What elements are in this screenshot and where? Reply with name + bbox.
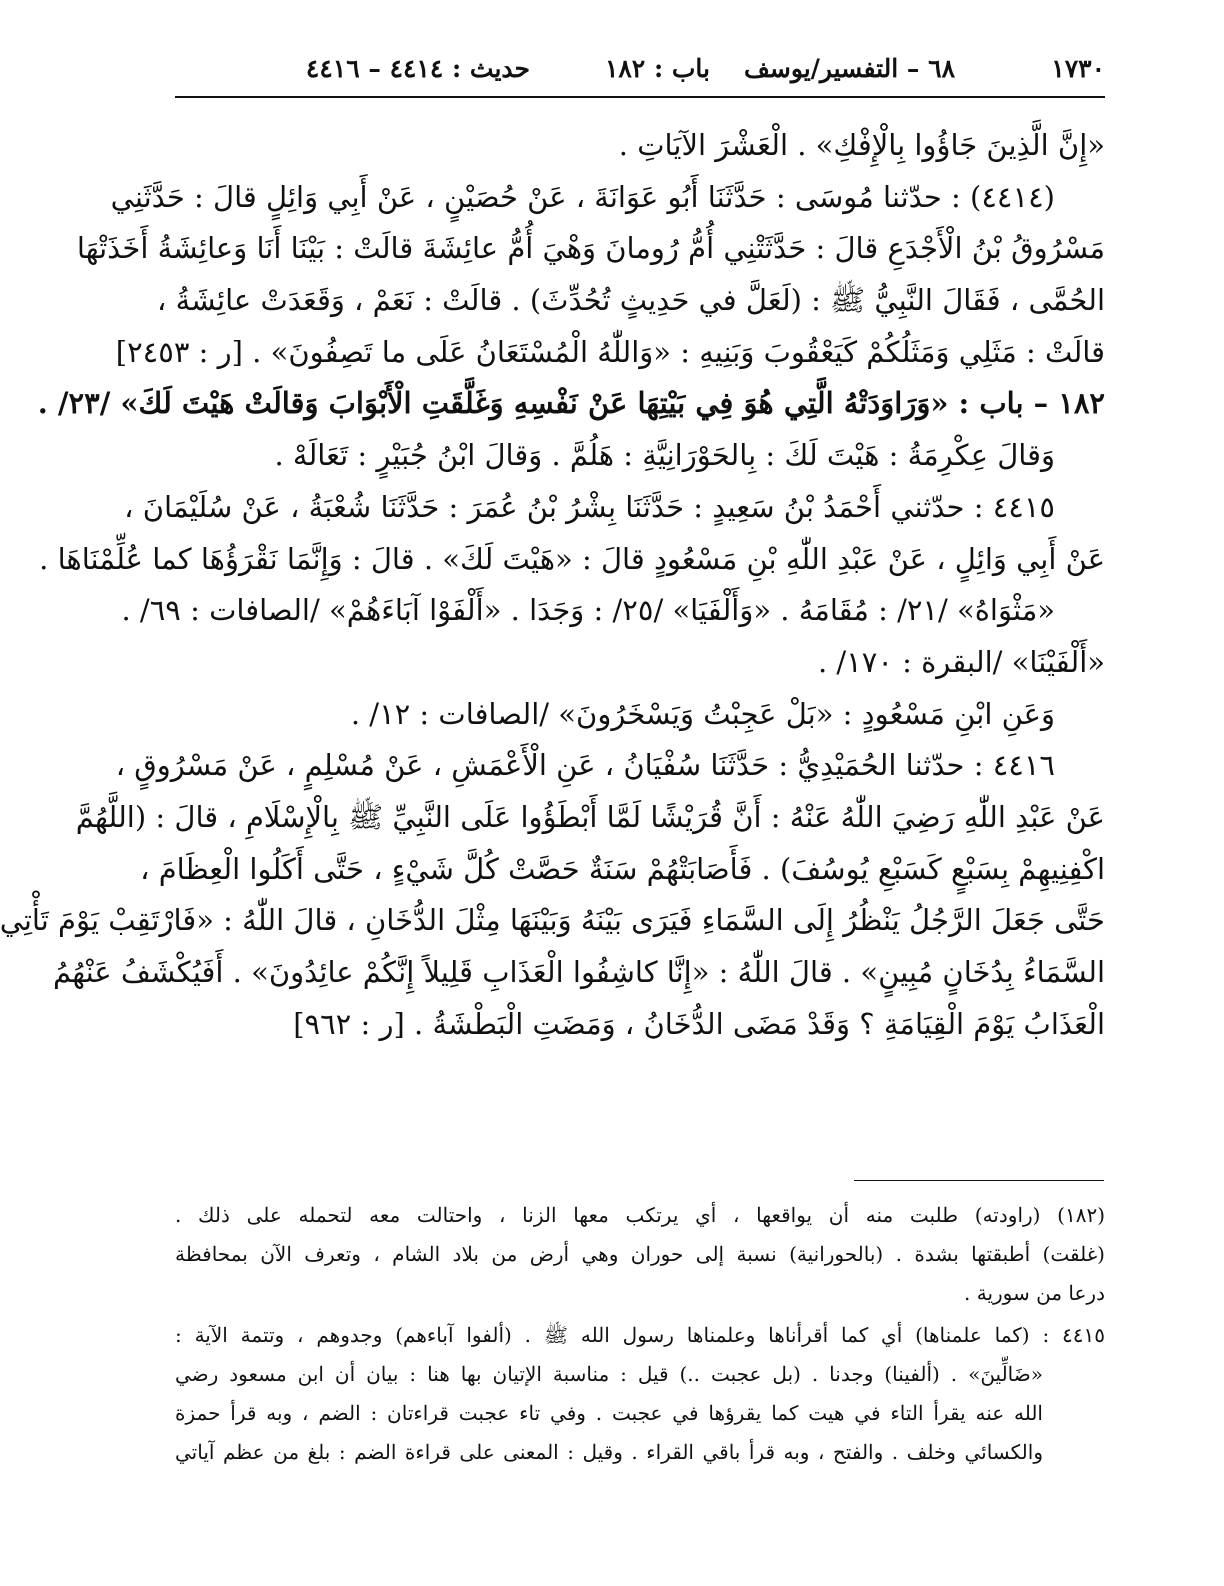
text-line: قالَتْ : مَثَلِي وَمَثَلُكُمْ كَيَعْقُوبَ وَبَنِيهِ : «وَاللّٰهُ الْمُسْتَعَانُ عَلَى ما تَصِفُونَ» . [ر : ٢٤٥٣] [115, 334, 1105, 369]
hadith-4416-line: ٤٤١٦ : حدّثنا الحُمَيْدِيُّ : حَدَّثَنَا سُفْيَانُ ، عَنِ الْأَعْمَشِ ، عَنْ مُسْلِمٍ ، عَنْ مَسْرُوقٍ ، [115, 748, 1055, 783]
page-number: ١٧٣٠ [1051, 54, 1105, 83]
text-line: «مَثْوَاهُ» /٢١/ : مُقَامَهُ . «وَأَلْفَيَا» /٢٥/ : وَجَدَا . «أَلْفَوْا آبَاءَهُمْ» /الصافات : ٦٩/ . [121, 593, 1055, 628]
text-line: حَتَّى جَعَلَ الرَّجُلُ يَنْظُرُ إِلَى السَّمَاءِ فَيَرَى بَيْنَهُ وَبَيْنَهَا مِثْلَ الدُّخَانِ ، قالَ اللّٰهُ : «فَارْتَقِبْ يَوْمَ تَأْتِي [0, 903, 1105, 938]
text-line: وَقالَ عِكْرِمَةُ : هَيْتَ لَكَ : بِالحَوْرَانِيَّةِ : هَلُمَّ . وَقالَ ابْنُ جُبَيْرٍ : تَعَالَهْ . [274, 438, 1055, 473]
footnote-line: والكسائي وخلف . والفتح ، وبه قرأ باقي القراء . وقيل : المعنى على قراءة الضم : بلغ من عظم آياتي [175, 1440, 1043, 1464]
hadith-range: حديث : ٤٤١٤ – ٤٤١٦ [305, 54, 530, 83]
footnotes [175, 1196, 1105, 1475]
text-line: عَنْ أَبِي وَائِلٍ ، عَنْ عَبْدِ اللّٰهِ بْنِ مَسْعُودٍ قالَ : «هَيْتَ لَكَ» . قالَ : وَإِنَّمَا نَقْرَؤُهَا كما عُلِّمْنَاهَا . [39, 541, 1105, 576]
chapter-title: ٦٨ – التفسير/يوسف [744, 54, 955, 83]
text-line: اكْفِنِيهِمْ بِسَبْعٍ كَسَبْعِ يُوسُفَ) . فَأَصَابَتْهُمْ سَنَةٌ حَصَّتْ كُلَّ شَيْءٍ ، حَتَّى أَكَلُوا الْعِظَامَ ، [140, 851, 1105, 886]
text-line: السَّمَاءُ بِدُخَانٍ مُبِينٍ» . قالَ اللّٰهُ : «إِنَّا كاشِفُوا الْعَذَابِ قَلِيلاً إِنَّكُمْ عائِدُونَ» . أَفَيُكْشَفُ عَنْهُمُ [52, 955, 1105, 989]
text-line: «أَلْفَيْنَا» /البقرة : ١٧٠/ . [817, 644, 1105, 679]
hadith-4414-line: (٤٤١٤) : حدّثنا مُوسَى : حَدَّثَنَا أَبُو عَوَانَةَ ، عَنْ حُصَيْنٍ ، عَنْ أَبِي وَائِلٍ قالَ : حَدَّثَنِي [110, 179, 1055, 214]
main-text [0, 120, 1105, 1050]
text-line: «إِنَّ الَّذِينَ جَاؤُوا بِالْإِفْكِ» . الْعَشْرَ الآيَاتِ . [618, 128, 1105, 162]
footnote-line: (١٨٢) (راودته) طلبت منه أن يواقعها ، أي يرتكب معها الزنا ، واحتالت معه لتحمله على ذلك . [175, 1203, 1105, 1227]
footnote-182 [175, 1196, 1105, 1313]
footnote-4415 [175, 1316, 1105, 1472]
text-line: مَسْرُوقُ بْنُ الْأَجْدَعِ قالَ : حَدَّثَتْنِي أُمُّ رُومانَ وَهْيَ أُمُّ عائِشَةَ قالَتْ : بَيْنَا أَنَا وَعائِشَةُ أَخَذَتْهَا [76, 231, 1105, 266]
text-line: الحُمَّى ، فَقَالَ النَّبِيُّ ﷺ : (لَعَلَّ في حَدِيثٍ تُحُدِّثَ) . قالَتْ : نَعَمْ ، وَقَعَدَتْ عائِشَةُ ، [157, 283, 1105, 318]
footnote-line: (غلقت) أطبقتها بشدة . (بالحورانية) نسبة إلى حوران وهي أرض من بلاد الشام ، وتعرف الآن بمحافظة [175, 1242, 1105, 1266]
text-line: وَعَنِ ابْنِ مَسْعُودٍ : «بَلْ عَجِبْتُ وَيَسْخَرُونَ» /الصافات : ١٢/ . [350, 696, 1055, 731]
hadith-4415-line: ٤٤١٥ : حدّثني أَحْمَدُ بْنُ سَعِيدٍ : حَدَّثَنَا بِشْرُ بْنُ عُمَرَ : حَدَّثَنَا شُعْبَةُ ، عَنْ سُلَيْمَانَ ، [124, 489, 1055, 524]
bab-number: باب : ١٨٢ [604, 54, 710, 83]
text-line: الْعَذَابُ يَوْمَ الْقِيَامَةِ ؟ وَقَدْ مَضَى الدُّخَانُ ، وَمَضَتِ الْبَطْشَةُ . [ر : ٩٦٢] [293, 1006, 1105, 1041]
footnote-line: الله عنه يقرأ التاء في هيت كما يقرؤها في عجبت . وفي تاء عجبت قراءتان : الضم ، وبه قرأ حمزة [175, 1401, 1043, 1425]
footnote-line: ٤٤١٥ : (كما علمناها) أي كما أقرأناها وعلمناها رسول الله ﷺ . (ألفوا آباءهم) وجدوهم ، وتتمة الآية : [175, 1323, 1105, 1347]
running-header [175, 48, 1105, 92]
chapter-heading-bab-182: ١٨٢ – باب : «وَرَاوَدَتْهُ الَّتِي هُوَ فِي بَيْتِهَا عَنْ نَفْسِهِ وَغَلَّقَتِ الْأَبْوَابَ وَقالَتْ هَيْتَ لَكَ» /٢٣/ . [37, 386, 1105, 421]
text-line: عَنْ عَبْدِ اللّٰهِ رَضِيَ اللّٰهُ عَنْهُ : أَنَّ قُرَيْشًا لَمَّا أَبْطَؤُوا عَلَى النَّبِيِّ ﷺ بِالْإِسْلَامِ ، قالَ : (اللَّهُمَّ [75, 799, 1105, 834]
footnote-divider [854, 1180, 1104, 1181]
footnote-line: درعا من سورية . [964, 1281, 1105, 1305]
header-divider [175, 96, 1105, 98]
footnote-line: «ضَالِّينَ» . (ألفينا) وجدنا . (بل عجبت ..) قيل : مناسبة الإتيان بها هنا : بيان أن ابن مسعود رضي [175, 1362, 1043, 1386]
